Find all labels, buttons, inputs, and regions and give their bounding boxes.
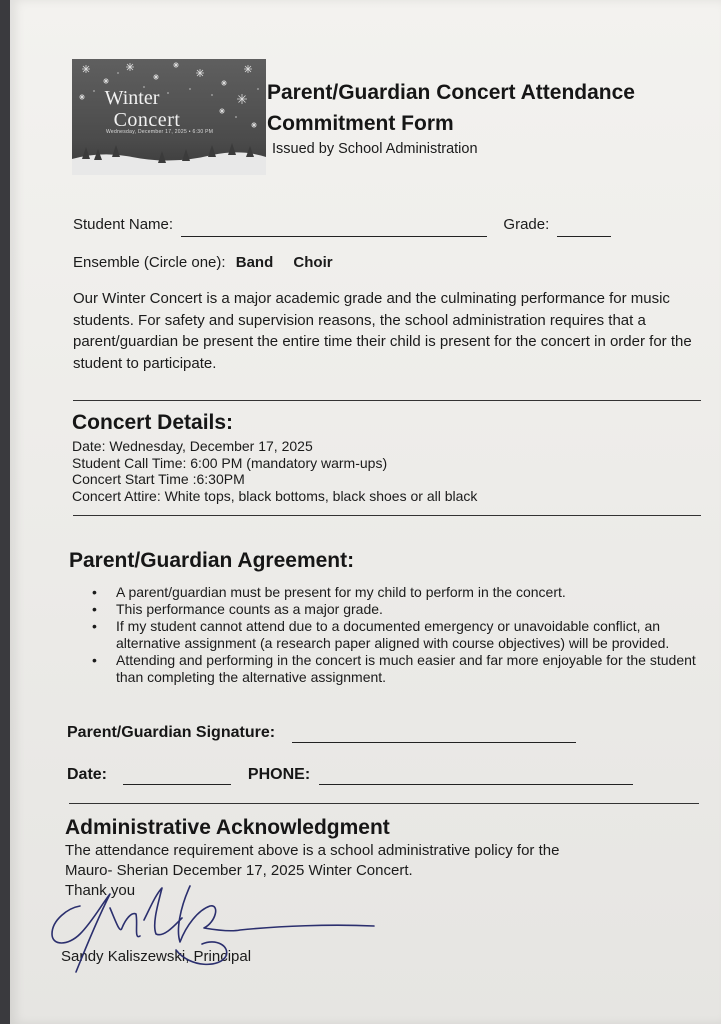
banner-subtitle: Wednesday, December 17, 2025 • 6:30 PM: [106, 129, 214, 135]
agreement-item: • A parent/guardian must be present for my child to perform in the concert.: [70, 584, 702, 601]
signature-row: [67, 724, 576, 743]
ensemble-option-choir[interactable]: Choir: [293, 254, 333, 271]
concert-details-list: [72, 438, 477, 504]
form-title-line1: Parent/Guardian Concert Attendance: [267, 81, 635, 104]
date-label: Date:: [67, 766, 108, 783]
agreement-item: • If my student cannot attend due to a documented emergency or unavoidable conflict, an alternative assignment (a research paper aligned with course objectives) will be provided.: [70, 618, 702, 652]
phone-field[interactable]: [319, 766, 633, 785]
intro-paragraph: Our Winter Concert is a major academic grade and the culminating performance for music students. For safety and supervision reasons, the school administration requires that a parent/guardian be present the entire time their child is present for the concert in order for the student to participate.: [73, 290, 692, 372]
concert-attire: Concert Attire: White tops, black bottoms, black shoes or all black: [72, 487, 478, 504]
concert-call-time: Student Call Time: 6:00 PM (mandatory warm-ups): [72, 454, 388, 471]
principal-name: Sandy Kaliszewski, Principal: [61, 948, 252, 965]
divider-1: [73, 400, 701, 401]
ensemble-row: [73, 252, 333, 274]
divider-3: [69, 803, 699, 804]
admin-line-2: Mauro- Sherian December 17, 2025 Winter Concert.: [65, 862, 413, 879]
agreement-list: [70, 584, 702, 686]
student-name-field[interactable]: [181, 214, 487, 237]
date-field[interactable]: [123, 766, 231, 785]
concert-details-heading: Concert Details:: [72, 411, 234, 434]
form-page: [10, 0, 721, 1024]
admin-thanks: Thank you: [65, 882, 136, 899]
concert-date: Date: Wednesday, December 17, 2025: [72, 438, 313, 454]
student-name-row: [73, 214, 611, 237]
student-name-label: Student Name:: [73, 216, 174, 233]
date-phone-row: [67, 766, 633, 785]
concert-start-time: Concert Start Time :6:30PM: [72, 471, 245, 487]
signature-field[interactable]: [292, 724, 576, 743]
divider-2: [73, 515, 701, 516]
phone-label: PHONE:: [247, 766, 311, 783]
issued-by: Issued by School Administration: [272, 141, 478, 157]
ensemble-label: Ensemble (Circle one):: [73, 254, 226, 271]
signature-label: Parent/Guardian Signature:: [67, 724, 276, 741]
agreement-item: • Attending and performing in the concert is much easier and far more enjoyable for the student than completing the alternative assignment.: [70, 652, 702, 686]
ensemble-option-band[interactable]: Band: [235, 254, 274, 271]
form-title-line2: Commitment Form: [267, 112, 454, 135]
banner-title-concert: Concert: [113, 109, 181, 131]
grade-field[interactable]: [557, 214, 611, 237]
admin-heading: Administrative Acknowledgment: [65, 816, 390, 839]
agreement-item: • This performance counts as a major grade.: [70, 601, 702, 618]
agreement-heading: Parent/Guardian Agreement:: [69, 549, 355, 572]
admin-line-1: The attendance requirement above is a school administrative policy for the: [65, 842, 560, 859]
principal-signature-icon: [40, 868, 390, 988]
winter-concert-banner: [72, 59, 266, 175]
grade-label: Grade:: [503, 216, 550, 233]
banner-title-winter: Winter: [104, 87, 160, 109]
